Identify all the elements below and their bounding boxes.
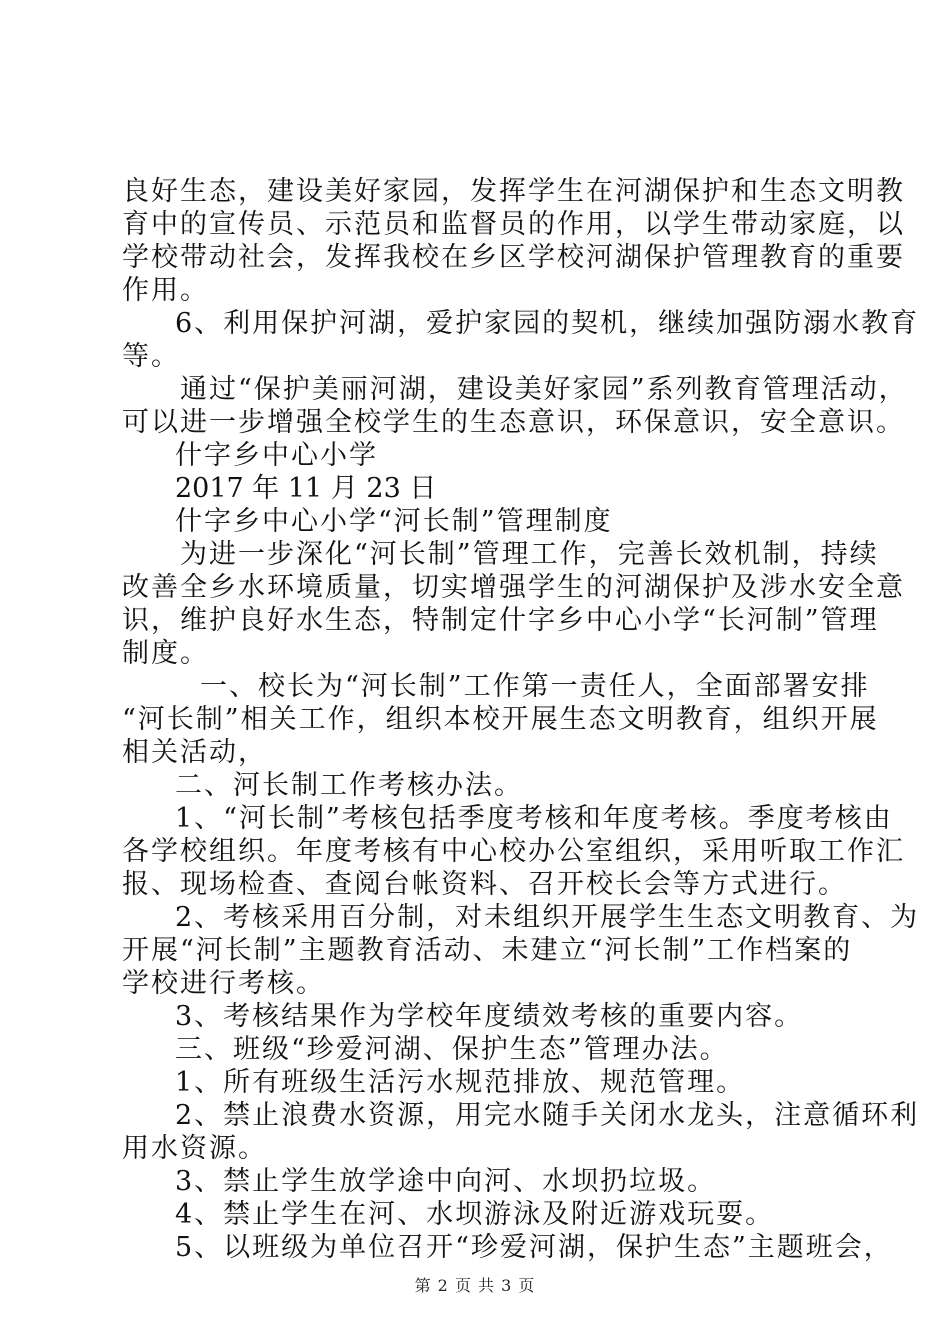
text-line: 改善全乡水环境质量，切实增强学生的河湖保护及涉水安全意 bbox=[122, 572, 905, 603]
text-line: 3、考核结果作为学校年度绩效考核的重要内容。 bbox=[175, 1001, 804, 1032]
text-line: 开展“河长制”主题教育活动、未建立“河长制”工作档案的 bbox=[122, 935, 853, 966]
text-line: 4、禁止学生在河、水坝游泳及附近游戏玩耍。 bbox=[175, 1199, 775, 1230]
text-line: 三、班级“珍爱河湖、保护生态”管理办法。 bbox=[175, 1034, 729, 1065]
signature-school: 什字乡中心小学 bbox=[175, 440, 378, 471]
text-line: 用水资源。 bbox=[122, 1133, 267, 1164]
text-line: 各学校组织。年度考核有中心校办公室组织，采用听取工作汇 bbox=[122, 836, 905, 867]
text-line: 2、禁止浪费水资源，用完水随手关闭水龙头，注意循环利 bbox=[175, 1100, 920, 1131]
text-line: 学校带动社会，发挥我校在乡区学校河湖保护管理教育的重要 bbox=[122, 242, 905, 273]
page-footer: 第 2 页 共 3 页 bbox=[414, 1276, 536, 1295]
text-line: 报、现场检查、查阅台帐资料、召开校长会等方式进行。 bbox=[122, 869, 847, 900]
text-line: 良好生态，建设美好家园，发挥学生在河湖保护和生态文明教 bbox=[122, 176, 905, 207]
text-line: 为进一步深化“河长制”管理工作，完善长效机制，持续 bbox=[180, 539, 879, 570]
text-line: 育中的宣传员、示范员和监督员的作用，以学生带动家庭，以 bbox=[122, 209, 905, 240]
text-line: 1、所有班级生活污水规范排放、规范管理。 bbox=[175, 1067, 746, 1098]
signature-date: 2017 年 11 月 23 日 bbox=[175, 473, 437, 504]
text-line: “河长制”相关工作，组织本校开展生态文明教育，组织开展 bbox=[122, 704, 879, 735]
text-line: 学校进行考核。 bbox=[122, 968, 325, 999]
text-line: 通过“保护美丽河湖，建设美好家园”系列教育管理活动， bbox=[180, 374, 908, 405]
text-line: 5、以班级为单位召开“珍爱河湖，保护生态”主题班会， bbox=[175, 1232, 893, 1263]
text-line: 2、考核采用百分制，对未组织开展学生生态文明教育、为 bbox=[175, 902, 920, 933]
text-line: 作用。 bbox=[122, 275, 209, 306]
text-line: 二、河长制工作考核办法。 bbox=[175, 770, 523, 801]
text-line: 可以进一步增强全校学生的生态意识，环保意识，安全意识。 bbox=[122, 407, 905, 438]
text-line: 一、校长为“河长制”工作第一责任人，全面部署安排 bbox=[200, 671, 870, 702]
text-line: 识，维护良好水生态，特制定什字乡中心小学“长河制”管理 bbox=[122, 605, 879, 636]
text-line: 3、禁止学生放学途中向河、水坝扔垃圾。 bbox=[175, 1166, 717, 1197]
text-line: 相关活动， bbox=[122, 737, 267, 768]
text-line: 1、“河长制”考核包括季度考核和年度考核。季度考核由 bbox=[175, 803, 893, 834]
text-line: 6、利用保护河湖，爱护家园的契机，继续加强防溺水教育 bbox=[175, 308, 920, 339]
text-line: 制度。 bbox=[122, 638, 209, 669]
section-title: 什字乡中心小学“河长制”管理制度 bbox=[175, 506, 613, 537]
text-line: 等。 bbox=[122, 341, 180, 372]
